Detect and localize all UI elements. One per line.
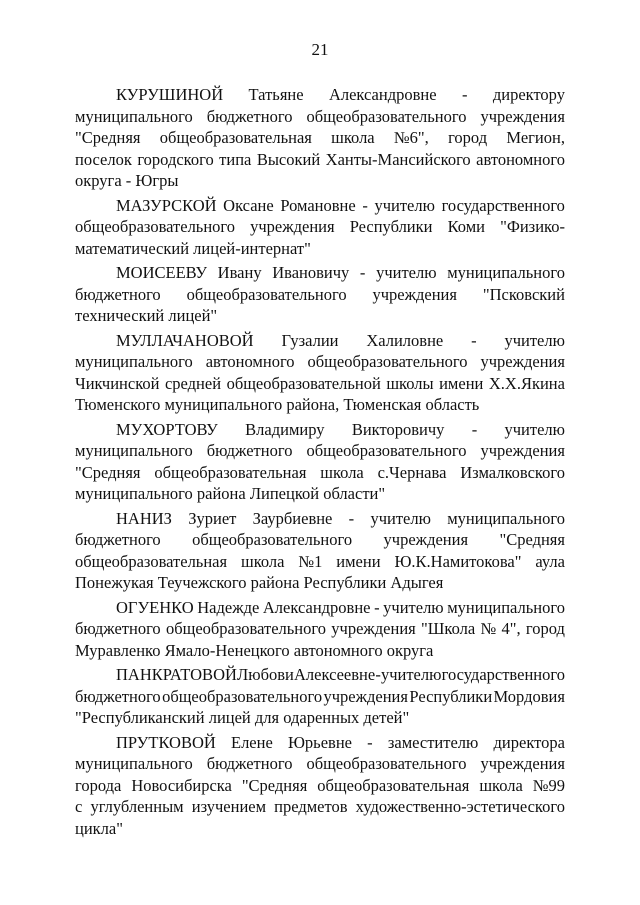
entry-line — [75, 351, 565, 373]
entry-word: муниципального — [447, 508, 565, 528]
entry-word: общеобразовательного — [306, 754, 467, 773]
entry-word: ПРУТКОВОЙ — [116, 732, 216, 752]
award-entry — [75, 664, 565, 729]
award-entry — [75, 419, 565, 505]
entry-word: КУРУШИНОЙ — [116, 85, 224, 104]
entry-word: углубленным — [90, 797, 184, 816]
entry-word: Ханты-Мансийского — [325, 149, 471, 169]
entry-word: 4", — [501, 619, 521, 638]
entry-word: общеобразовательного — [162, 686, 323, 706]
entry-word: Зуриет — [188, 508, 237, 528]
entry-word: муниципального — [447, 263, 565, 282]
entry-line: математический лицей-интернат" — [75, 238, 311, 258]
entry-word: средней — [164, 373, 222, 393]
award-entry — [75, 330, 565, 416]
entry-word: школы — [386, 373, 434, 393]
entry-word: - — [367, 732, 373, 752]
entry-word: школа — [479, 775, 523, 795]
entry-word: изучением — [191, 797, 267, 816]
entry-word: МУЛЛАЧАНОВОЙ — [116, 330, 254, 350]
entry-line — [75, 686, 565, 708]
entry-line: округа - Югры — [75, 171, 179, 190]
entry-word: имени — [336, 551, 381, 571]
entry-word: город — [525, 619, 565, 638]
entry-word: Александровне — [328, 85, 437, 104]
entry-word: - — [471, 419, 478, 439]
entry-word: Александровне — [262, 597, 371, 617]
entry-word: "Школа — [421, 619, 476, 638]
entry-word: "Физико- — [500, 217, 565, 236]
entry-word: Чикчинской — [75, 373, 160, 393]
award-entry — [75, 597, 565, 662]
entry-line — [75, 373, 565, 395]
entry-line — [75, 106, 565, 128]
entry-line: Муравленко Ямало-Ненецкого автономного округа — [75, 640, 434, 660]
entry-word: учителю — [380, 665, 442, 684]
entry-line — [75, 529, 565, 551]
entry-word: общеобразовательного — [306, 441, 467, 460]
entry-line — [75, 149, 565, 171]
entry-word: учителю — [376, 263, 437, 282]
entry-word: ПАНКРАТОВОЙ — [116, 665, 237, 684]
entry-word: Ю.К.Намитокова" — [394, 551, 522, 571]
entry-line: "Республиканский лицей для одаренных детей" — [75, 708, 410, 727]
entry-line — [75, 84, 565, 106]
entry-word: Юрьевне — [287, 732, 352, 752]
entry-word: №1 — [298, 551, 323, 571]
entry-word: заместителю — [387, 732, 479, 752]
entry-word: НАНИЗ — [116, 508, 172, 528]
entry-word: МАЗУРСКОЙ — [116, 195, 217, 215]
entry-word: автономного — [476, 149, 565, 169]
entry-word: имени — [439, 373, 484, 393]
entry-word: МУХОРТОВУ — [116, 419, 218, 439]
entry-word: №99 — [532, 775, 565, 795]
entry-word: бюджетного — [206, 754, 293, 773]
entry-word: типа — [219, 149, 252, 169]
entry-word: бюджетного — [206, 106, 293, 126]
entry-word: "Средняя — [241, 775, 308, 795]
entry-line: муниципального района Липецкой области" — [75, 484, 386, 503]
entry-line — [75, 551, 565, 573]
entry-word: общеобразовательная — [159, 128, 312, 147]
entry-word: Заурбиевне — [252, 508, 333, 528]
entry-word: Халиловне — [366, 330, 444, 350]
entry-word: города — [75, 775, 122, 795]
entry-word: общеобразовательного — [165, 619, 326, 638]
entry-word: бюджетного — [75, 619, 161, 638]
entry-line — [75, 597, 565, 619]
entry-word: общеобразовательного — [307, 352, 468, 371]
entry-line — [75, 753, 565, 775]
entry-line — [75, 462, 565, 484]
entry-word: Ивану — [217, 263, 262, 282]
entry-line: цикла" — [75, 818, 123, 838]
entry-word: Надежде — [197, 597, 260, 617]
entry-word: муниципального — [75, 352, 193, 371]
entry-word: Елене — [230, 732, 273, 752]
entry-word: бюджетного — [206, 441, 293, 460]
entry-word: директору — [492, 85, 565, 104]
entry-line: Понежукая Теучежского района Республики Адыгея — [75, 573, 444, 592]
award-list — [75, 84, 565, 842]
entry-word: "Средняя — [499, 530, 565, 549]
entry-word: с.Чернава — [377, 462, 447, 482]
entry-word: учреждения — [331, 619, 416, 638]
entry-word: №6", — [393, 128, 429, 147]
entry-word: Новосибирска — [131, 775, 232, 795]
award-entry — [75, 84, 565, 192]
entry-word: общеобразовательного — [186, 284, 347, 304]
entry-line — [75, 262, 565, 284]
entry-word: общеобразовательного — [306, 106, 467, 126]
entry-word: учреждения — [480, 352, 565, 371]
entry-word: Романовне — [280, 195, 356, 215]
entry-word: автономного — [205, 352, 295, 371]
award-entry — [75, 508, 565, 594]
entry-line — [75, 216, 565, 238]
entry-word: "Псковский — [482, 284, 565, 304]
entry-word: Коми — [447, 217, 485, 236]
entry-line — [75, 284, 565, 306]
entry-line — [75, 732, 565, 754]
award-entry — [75, 195, 565, 260]
entry-word: учреждения — [383, 530, 469, 549]
entry-word: художественно-эстетического — [355, 797, 565, 816]
entry-word: общеобразовательная — [154, 462, 307, 482]
entry-word: учреждения — [480, 754, 565, 773]
entry-word: общеобразовательная — [317, 775, 470, 795]
entry-line — [75, 330, 565, 352]
entry-word: предметов — [274, 797, 348, 816]
entry-line: технический лицей" — [75, 306, 218, 325]
entry-word: учреждения — [323, 686, 408, 706]
entry-word: школа — [331, 128, 375, 147]
entry-word: учреждения — [480, 441, 565, 460]
entry-word: школа — [320, 462, 364, 482]
entry-word: - — [374, 597, 380, 617]
entry-word: аула — [535, 551, 565, 571]
entry-word: государственного — [441, 665, 565, 684]
entry-word: учреждения — [250, 217, 335, 236]
entry-word: учреждения — [372, 284, 457, 304]
entry-word: городского — [137, 149, 214, 169]
entry-word: бюджетного — [75, 284, 161, 304]
entry-word: № — [480, 619, 497, 638]
entry-word: Владимиру — [245, 419, 325, 439]
entry-word: - — [348, 508, 355, 528]
entry-word: муниципального — [75, 754, 193, 773]
entry-word: - — [375, 665, 381, 684]
entry-word: с — [75, 797, 83, 816]
entry-word: общеобразовательной — [226, 373, 381, 393]
entry-word: Викторовичу — [351, 419, 445, 439]
entry-word: Любови — [237, 665, 294, 684]
entry-word: Мегион, — [506, 128, 565, 147]
entry-word: Республики — [409, 686, 493, 706]
entry-word: - — [461, 85, 468, 104]
entry-word: учителю — [504, 330, 565, 350]
entry-word: учителю — [383, 597, 444, 617]
entry-word: муниципального — [447, 597, 565, 617]
entry-word: учителю — [374, 195, 435, 215]
entry-word: ОГУЕНКО — [116, 597, 194, 617]
entry-word: - — [362, 195, 368, 215]
entry-word: муниципального — [75, 441, 193, 460]
entry-word: бюджетного — [75, 530, 161, 549]
entry-word: директора — [493, 732, 565, 752]
entry-line: Тюменского муниципального района, Тюменская область — [75, 395, 480, 414]
entry-word: общеобразовательная — [75, 551, 228, 571]
entry-word: поселок — [75, 149, 132, 169]
entry-word: Алексеевне — [293, 665, 376, 684]
entry-word: учителю — [504, 419, 565, 439]
entry-word: общеобразовательного — [75, 217, 236, 236]
entry-word: Оксане — [223, 195, 274, 215]
entry-word: общеобразовательного — [192, 530, 353, 549]
entry-word: учителю — [370, 508, 431, 528]
entry-word: Республики — [349, 217, 433, 236]
entry-word: - — [471, 330, 477, 350]
entry-word: город — [448, 128, 488, 147]
entry-word: МОИСЕЕВУ — [116, 263, 208, 282]
entry-word: "Средняя — [75, 462, 141, 482]
entry-word: Измалковского — [460, 462, 565, 482]
entry-word: школа — [240, 551, 285, 571]
entry-word: Высокий — [256, 149, 321, 169]
entry-line — [75, 195, 565, 217]
page-number: 21 — [311, 40, 329, 59]
entry-word: Татьяне — [248, 85, 304, 104]
entry-word: - — [359, 263, 366, 282]
award-entry — [75, 262, 565, 327]
entry-word: Х.Х.Якина — [488, 373, 565, 393]
entry-word: "Средняя — [75, 128, 141, 147]
entry-line — [75, 127, 565, 149]
entry-word: Ивановичу — [272, 263, 350, 282]
entry-word: муниципального — [75, 106, 193, 126]
entry-line — [75, 508, 565, 530]
award-entry — [75, 732, 565, 840]
entry-word: Мордовия — [493, 686, 565, 706]
entry-line — [75, 796, 565, 818]
entry-line — [75, 618, 565, 640]
entry-line — [75, 775, 565, 797]
entry-word: государственного — [441, 195, 565, 215]
entry-line — [75, 419, 565, 441]
entry-line — [75, 664, 565, 686]
entry-word: Гузалии — [281, 330, 339, 350]
entry-word: бюджетного — [75, 686, 161, 706]
entry-line — [75, 440, 565, 462]
entry-word: учреждения — [480, 106, 565, 126]
